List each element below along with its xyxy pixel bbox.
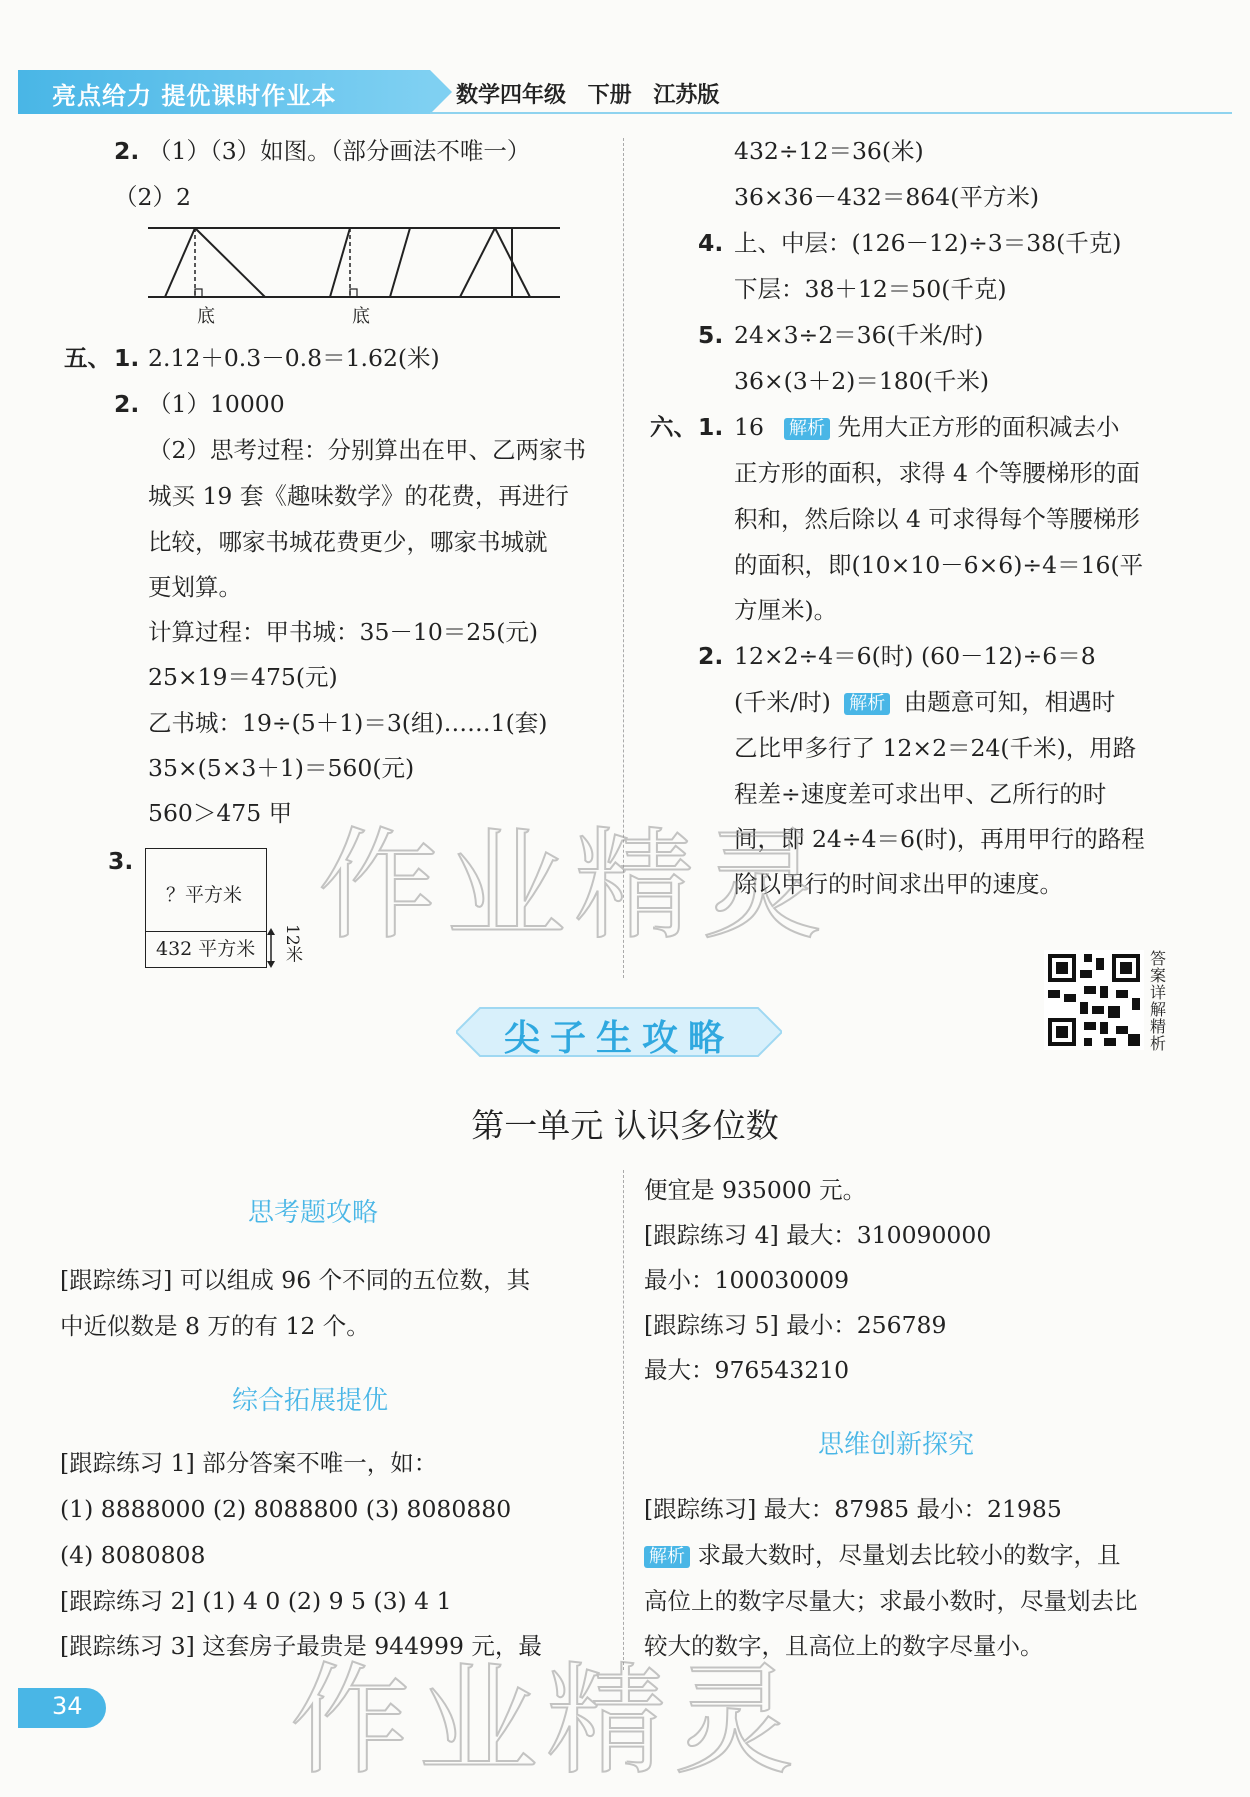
section-heading: 思考题攻略 bbox=[248, 1198, 379, 1228]
height-label: 12米 bbox=[282, 924, 302, 963]
figure-label-base: 底 bbox=[352, 306, 370, 327]
s6-q1-line: 积和，然后除以 4 可求得每个等腰梯形 bbox=[734, 505, 1140, 533]
section-heading: 综合拓展提优 bbox=[232, 1386, 389, 1416]
r-q4-label: 4. bbox=[698, 229, 724, 257]
bl-line: (1) 8888000 (2) 8088800 (3) 8080880 bbox=[60, 1495, 512, 1523]
header-subject: 数学四年级 下册 江苏版 bbox=[456, 83, 720, 108]
area-unknown-label: ？平方米 bbox=[166, 884, 243, 906]
br-line: 较大的数字，且高位上的数字尽量小。 bbox=[644, 1632, 1044, 1660]
s5-q2-line: （1）10000 bbox=[148, 390, 285, 418]
br-line: 最小：100030009 bbox=[644, 1266, 850, 1294]
s5-q1-answer: 2.12＋0.3－0.8＝1.62(米) bbox=[148, 344, 440, 372]
unit-title: 第一单元 认识多位数 bbox=[471, 1106, 779, 1145]
s5-q2-line: 乙书城：19÷(5＋1)＝3(组)……1(套) bbox=[148, 709, 548, 737]
br-line: [跟踪练习] 最大：87985 最小：21985 bbox=[644, 1495, 1062, 1523]
bl-line: (4) 8080808 bbox=[60, 1541, 206, 1569]
s5-q2-line: （2）思考过程：分别算出在甲、乙两家书 bbox=[148, 436, 586, 464]
section-5-label: 五、 bbox=[64, 344, 111, 372]
r-q5-line: 36×(3＋2)＝180(千米) bbox=[734, 367, 990, 395]
s6-q2-line: 乙比甲多行了 12×2＝24(千米)，用路 bbox=[734, 734, 1137, 762]
s6-q2-analysis: 由题意可知，相遇时 bbox=[903, 688, 1116, 716]
br-analysis: 求最大数时，尽量划去比较小的数字，且 bbox=[697, 1541, 1121, 1569]
q2-label: 2. bbox=[114, 137, 140, 165]
s5-q2-label: 2. bbox=[114, 390, 140, 418]
s6-q1-answer: 16 bbox=[734, 413, 764, 441]
r-line: 36×36－432＝864(平方米) bbox=[734, 183, 1040, 211]
analysis-tag: 解析 bbox=[784, 418, 830, 440]
watermark: 作业精灵 bbox=[318, 817, 830, 956]
watermark: 作业精灵 bbox=[290, 1652, 802, 1791]
area-known-label: 432 平方米 bbox=[156, 938, 256, 960]
br-line: 最大：976543210 bbox=[644, 1356, 850, 1384]
s6-q1-line: 正方形的面积，求得 4 个等腰梯形的面 bbox=[734, 459, 1140, 487]
s5-q2-line: 城买 19 套《趣味数学》的花费，再进行 bbox=[148, 482, 569, 510]
br-line: 便宜是 935000 元。 bbox=[644, 1176, 867, 1204]
s6-q1-analysis: 先用大正方形的面积减去小 bbox=[837, 413, 1120, 441]
br-analysis-row bbox=[644, 1540, 1120, 1570]
qr-code[interactable] bbox=[1044, 950, 1144, 1050]
section-heading: 思维创新探究 bbox=[818, 1430, 975, 1460]
s5-q2-line: 35×(5×3＋1)＝560(元) bbox=[148, 754, 415, 782]
qr-label: 答案详解精析 bbox=[1150, 949, 1167, 1053]
s5-q2-line: 更划算。 bbox=[148, 573, 242, 601]
s6-q1-line: 的面积，即(10×10－6×6)÷4＝16(平 bbox=[734, 551, 1144, 579]
column-divider bbox=[623, 1170, 624, 1670]
section-6-label: 六、 bbox=[650, 413, 697, 441]
s6-q2-label: 2. bbox=[698, 642, 724, 670]
banner-title: 尖子生攻略 bbox=[503, 1018, 734, 1059]
q2-line1: （1）（3）如图。（部分画法不唯一） bbox=[148, 137, 531, 165]
bl-line: [跟踪练习] 可以组成 96 个不同的五位数，其 bbox=[60, 1266, 531, 1294]
s5-q1-label: 1. bbox=[114, 344, 140, 372]
page-number: 34 bbox=[52, 1692, 83, 1720]
s5-q2-line: 25×19＝475(元) bbox=[148, 663, 338, 691]
analysis-tag: 解析 bbox=[644, 1546, 690, 1568]
s6-q1-line: 方厘米)。 bbox=[734, 596, 838, 624]
s5-q2-line: 计算过程：甲书城：35－10＝25(元) bbox=[148, 618, 539, 646]
br-line: [跟踪练习 5] 最小：256789 bbox=[644, 1311, 947, 1339]
br-line: 高位上的数字尽量大；求最小数时，尽量划去比 bbox=[644, 1587, 1138, 1615]
s6-q2-line: 程差÷速度差可求出甲、乙所行的时 bbox=[734, 780, 1107, 808]
r-q4-line: 下层：38＋12＝50(千克) bbox=[734, 275, 1007, 303]
r-q5-label: 5. bbox=[698, 321, 724, 349]
s5-q2-line: 比较，哪家书城花费更少，哪家书城就 bbox=[148, 528, 548, 556]
q2-line2: （2）2 bbox=[114, 183, 191, 211]
s6-q2-line: 间，即 24÷4＝6(时)，再用甲行的路程 bbox=[734, 825, 1145, 853]
figure-label-base: 底 bbox=[197, 306, 215, 327]
r-line: 432÷12＝36(米) bbox=[734, 137, 924, 165]
r-q5-line: 24×3÷2＝36(千米/时) bbox=[734, 321, 984, 349]
bl-line: [跟踪练习 3] 这套房子最贵是 944999 元，最 bbox=[60, 1632, 542, 1660]
bl-line: 中近似数是 8 万的有 12 个。 bbox=[60, 1312, 370, 1340]
bl-line: [跟踪练习 2] (1) 4 0 (2) 9 5 (3) 4 1 bbox=[60, 1587, 452, 1615]
s6-q1-label: 1. bbox=[698, 413, 724, 441]
header-rule bbox=[430, 112, 1232, 114]
s6-q1-analysis-row bbox=[784, 412, 1119, 442]
br-line: [跟踪练习 4] 最大：310090000 bbox=[644, 1221, 992, 1249]
s6-q2-line1: 12×2÷4＝6(时) (60－12)÷6＝8 bbox=[734, 642, 1096, 670]
s5-q2-line: 560＞475 甲 bbox=[148, 799, 293, 827]
s6-q2-analysis-row bbox=[734, 687, 1115, 717]
height-arrow bbox=[264, 928, 278, 968]
analysis-tag: 解析 bbox=[844, 693, 890, 715]
r-q4-line: 上、中层：(126－12)÷3＝38(千克) bbox=[734, 229, 1122, 257]
s5-q3-label: 3. bbox=[108, 847, 134, 875]
s6-q2-unit: (千米/时) bbox=[734, 688, 831, 716]
header-title: 亮点给力 提优课时作业本 bbox=[52, 82, 337, 110]
bl-line: [跟踪练习 1] 部分答案不唯一，如： bbox=[60, 1449, 438, 1477]
s6-q2-line: 除以甲行的时间求出甲的速度。 bbox=[734, 870, 1063, 898]
